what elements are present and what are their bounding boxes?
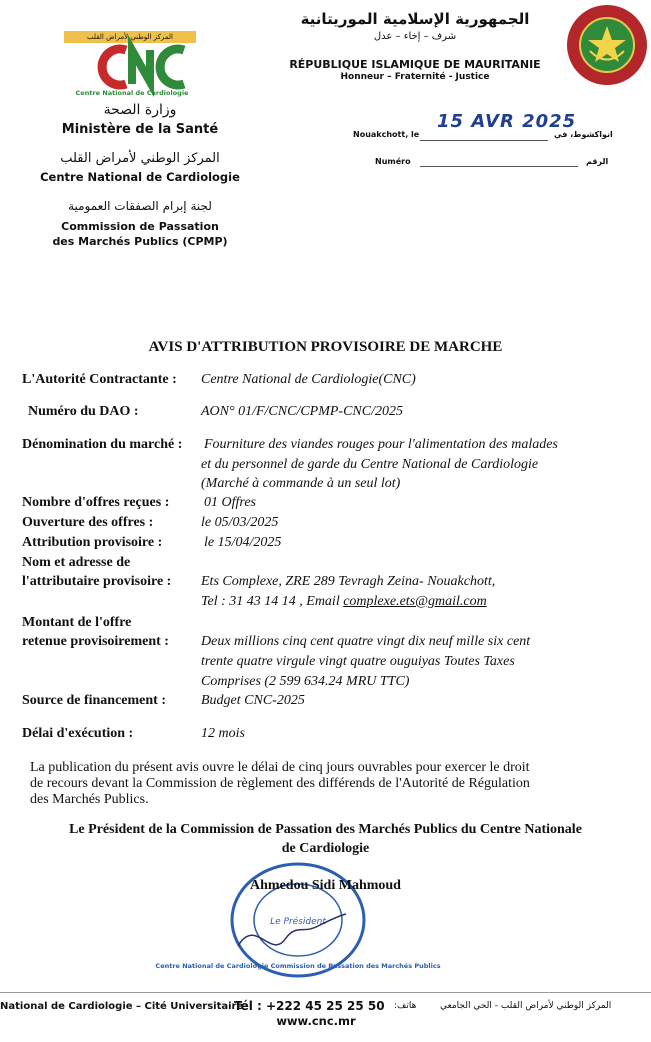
appeal-paragraph [30, 760, 530, 808]
date-line [420, 140, 548, 141]
footer-tel-arabic: هاتف: [394, 1001, 417, 1011]
logo-caption: Centre National de Cardiologie [75, 89, 189, 97]
ouverture-value: le 05/03/2025 [201, 515, 279, 530]
dao-label: Numéro du DAO : [28, 404, 139, 419]
footer-right-arabic: المركز الوطني لأمراض القلب - الحي الجامعي [440, 1001, 612, 1011]
commission-arabic: لجنة إبرام الصفقات العمومية [68, 199, 212, 213]
attribution-label: Attribution provisoire : [22, 535, 163, 550]
ministry-french: Ministère de la Santé [61, 122, 219, 137]
cnc-logo-icon [96, 44, 192, 90]
header-french-republic: RÉPUBLIQUE ISLAMIQUE DE MAURITANIE [289, 58, 541, 71]
stamp-center-text: Le Président [270, 917, 326, 927]
numero-label-fr: Numéro [375, 157, 411, 166]
offres-value: 01 Offres [204, 495, 256, 510]
montant-line2: trente quatre virgule vingt quatre ouguiyas Toutes Taxes [201, 654, 515, 669]
logo-arabic-banner: المركز الوطني لأمراض القلب [64, 31, 196, 43]
autorite-value: Centre National de Cardiologie(CNC) [201, 372, 416, 387]
delai-label: Délai d'exécution : [22, 726, 134, 741]
commission-french-line2: des Marchés Publics (CPMP) [52, 235, 228, 248]
appeal-line1: La publication du présent avis ouvre le délai de cinq jours ouvrables pour exercer le droit [30, 760, 530, 775]
footer-left: National de Cardiologie – Cité Universitaire [0, 1001, 244, 1012]
denomination-label: Dénomination du marché : [22, 437, 183, 452]
appeal-line3: des Marchés Publics. [30, 792, 149, 807]
denomination-line1: Fourniture des viandes rouges pour l'alimentation des malades [204, 437, 558, 452]
ministry-arabic: وزارة الصحة [103, 102, 177, 118]
montant-label-line2: retenue provisoirement : [22, 634, 169, 649]
ouverture-label: Ouverture des offres : [22, 515, 154, 530]
tel-value: Tel : 31 43 14 14 , Email [201, 594, 344, 609]
commission-french-line1: Commission de Passation [61, 220, 219, 233]
numero-line [420, 166, 578, 167]
source-value: Budget CNC-2025 [201, 693, 305, 708]
footer-divider [0, 992, 651, 993]
nom-label-line2: l'attributaire provisoire : [22, 574, 172, 589]
center-french: Centre National de Cardiologie [40, 170, 240, 184]
header-arabic-republic: الجمهورية الإسلامية الموريتانية [300, 10, 530, 28]
center-arabic: المركز الوطني لأمراض القلب [60, 151, 220, 166]
president-line2: de Cardiologie [281, 841, 370, 856]
cnc-logo [96, 44, 192, 90]
header-french-motto: Honneur – Fraternité - Justice [340, 72, 490, 82]
notice-title: AVIS D'ATTRIBUTION PROVISOIRE DE MARCHE [148, 339, 503, 355]
president-line1: Le Président de la Commission de Passation des Marchés Publics du Centre Nationale [69, 822, 582, 837]
header-arabic-motto: شرف – إخاء – عدل [373, 31, 457, 42]
nom-label-line1: Nom et adresse de [22, 555, 131, 570]
signatory-name: Ahmedou Sidi Mahmoud [250, 878, 401, 893]
footer-web[interactable]: www.cnc.mr [276, 1014, 356, 1028]
footer-tel: Tél : +222 45 25 25 50 [234, 999, 385, 1013]
appeal-line2: de recours devant la Commission de règlement des différends de l'Autorité de Régulation [30, 776, 530, 791]
montant-line1: Deux millions cinq cent quatre vingt dix neuf mille six cent [201, 634, 531, 649]
commission-stamp [155, 856, 441, 980]
email-link[interactable]: complexe.ets@gmail.com [343, 594, 487, 609]
nom-value: Ets Complexe, ZRE 289 Tevragh Zeina- Nouakchott, [201, 574, 496, 589]
montant-line3: Comprises (2 599 634.24 MRU TTC) [201, 674, 410, 689]
stamp-ring-text: Centre National de Cardiologie Commission de Passation des Marchés Publics [155, 962, 441, 970]
mauritania-seal-icon [566, 4, 648, 86]
offres-label: Nombre d'offres reçues : [22, 495, 170, 510]
mauritania-seal [566, 4, 648, 86]
date-label-fr: Nouakchott, le [353, 130, 420, 139]
date-stamp: 15 AVR 2025 [437, 111, 577, 132]
autorite-label: L'Autorité Contractante : [22, 372, 177, 387]
montant-label-line1: Montant de l'offre [22, 615, 132, 630]
tel-line [201, 594, 487, 610]
denomination-line2: et du personnel de garde du Centre National de Cardiologie [201, 457, 539, 472]
denomination-line3: (Marché à commande à un seul lot) [201, 476, 401, 491]
dao-value: AON° 01/F/CNC/CPMP-CNC/2025 [201, 404, 404, 419]
source-label: Source de financement : [22, 693, 166, 708]
numero-label-ar: الرقم [586, 157, 609, 166]
commission-stamp-icon [155, 856, 441, 980]
date-label-ar: انواكشوط، في [554, 130, 613, 139]
attribution-value: le 15/04/2025 [204, 535, 282, 550]
delai-value: 12 mois [201, 726, 245, 741]
